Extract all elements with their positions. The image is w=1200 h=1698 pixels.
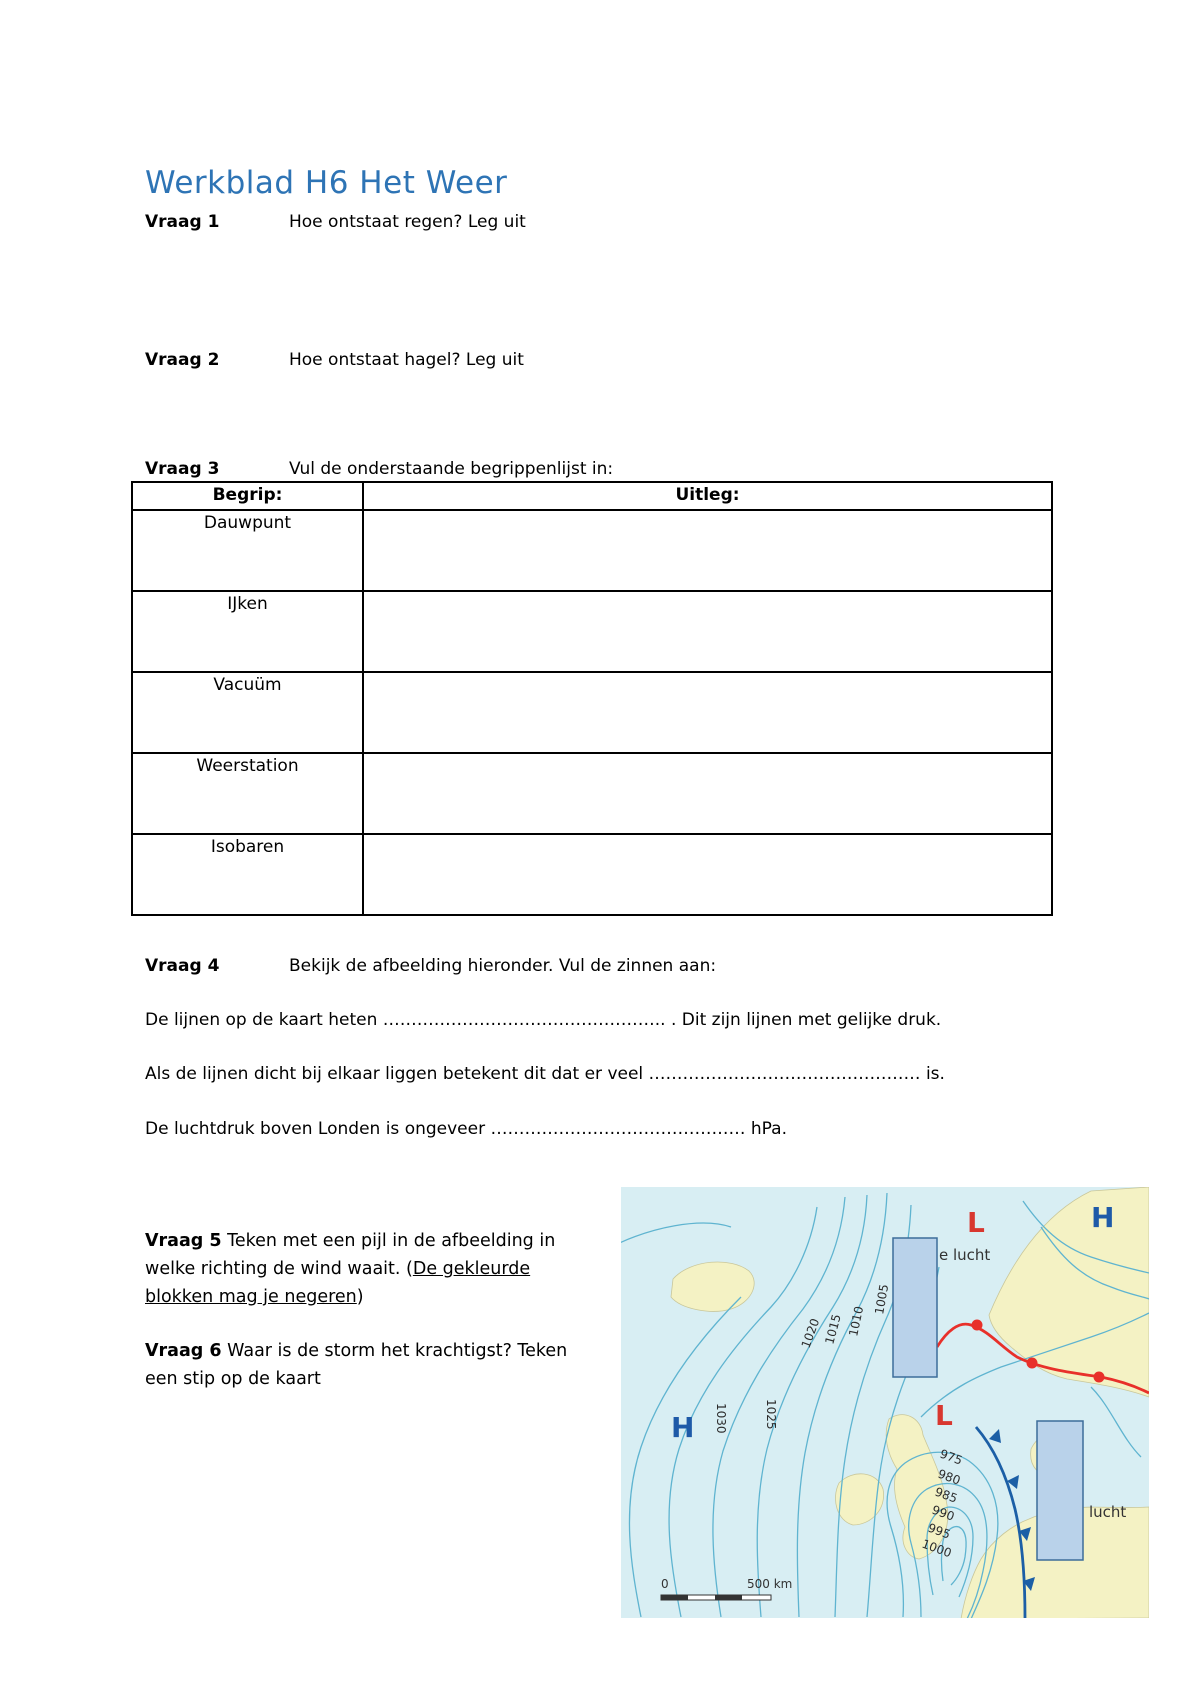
high-pressure-label: H [671,1411,695,1444]
question-4 [145,956,219,976]
warm-front-marker [972,1320,983,1331]
header-term: Begrip: [132,482,363,510]
question-5 [145,1227,585,1311]
term-cell: IJken [132,591,363,672]
question-5-label: Vraag 5 [145,1231,222,1251]
question-5-note: De gekleurde blokken mag je negeren [145,1259,531,1307]
page-title: Werkblad H6 Het Weer [145,165,508,201]
isobar-value: 1010 [846,1304,867,1338]
explanation-cell[interactable] [363,672,1052,753]
warm-front-marker [1094,1372,1105,1383]
warm-front-marker [1027,1358,1038,1369]
question-3 [145,459,219,479]
isobar-value: 985 [932,1484,960,1506]
colored-block [1037,1421,1083,1560]
table-row [132,753,1052,834]
question-2 [145,350,219,370]
air-mass-label: lucht [1089,1503,1127,1521]
isobar-value: 995 [925,1520,953,1542]
question-3-label: Vraag 3 [145,459,220,479]
question-4-text: Bekijk de afbeelding hieronder. Vul de zinnen aan: [289,956,717,976]
isobar-value: 980 [935,1466,963,1488]
header-explanation: Uitleg: [363,482,1052,510]
table-row [132,672,1052,753]
scale-distance: 500 km [747,1577,793,1591]
terms-table [131,481,1053,916]
question-6 [145,1337,585,1393]
question-5-text: Teken met een pijl in de afbeelding in welke richting de wind waait. ( [145,1231,556,1279]
question-3-text: Vul de onderstaande begrippenlijst in: [289,459,614,479]
isobar-value: 975 [937,1446,965,1468]
question-2-label: Vraag 2 [145,350,220,370]
table-row [132,510,1052,591]
explanation-cell[interactable] [363,834,1052,915]
isobar-value: 990 [929,1502,957,1524]
scale-zero: 0 [661,1577,669,1591]
low-pressure-label: L [967,1206,985,1239]
isobar-value: 1030 [714,1403,728,1434]
question-4-label: Vraag 4 [145,956,220,976]
term-cell: Vacuüm [132,672,363,753]
low-pressure-label: L [935,1399,953,1432]
fill-in-sentence-3: De luchtdruk boven Londen is ongeveer ……………………………………… hPa. [145,1119,787,1139]
explanation-cell[interactable] [363,510,1052,591]
air-mass-label: e lucht [939,1246,991,1264]
term-cell: Isobaren [132,834,363,915]
question-1-text: Hoe ontstaat regen? Leg uit [289,212,526,232]
question-6-text: Waar is de storm het krachtigst? Teken een stip op de kaart [145,1341,568,1389]
isobar-value: 1015 [822,1312,844,1346]
explanation-cell[interactable] [363,753,1052,834]
question-2-text: Hoe ontstaat hagel? Leg uit [289,350,524,370]
fill-in-sentence-2: Als de lijnen dicht bij elkaar liggen betekent dit dat er veel ………………………………………… is. [145,1064,945,1084]
explanation-cell[interactable] [363,591,1052,672]
high-pressure-label: H [1091,1201,1115,1234]
term-cell: Weerstation [132,753,363,834]
table-row [132,591,1052,672]
isobar-value: 1005 [872,1283,892,1316]
question-6-label: Vraag 6 [145,1341,222,1361]
fill-in-sentence-1: De lijnen op de kaart heten ………………………………………….. . Dit zijn lijnen met gelijke druk. [145,1010,942,1030]
question-5-end: ) [356,1287,364,1307]
weather-map[interactable] [621,1187,1149,1618]
question-1 [145,212,219,232]
colored-block [893,1238,937,1377]
isobar-value: 1025 [764,1399,778,1430]
table-row [132,834,1052,915]
isobar-value: 1000 [919,1536,954,1561]
term-cell: Dauwpunt [132,510,363,591]
isobar-value: 1020 [798,1316,823,1351]
table-header-row [132,482,1052,510]
question-1-label: Vraag 1 [145,212,220,232]
